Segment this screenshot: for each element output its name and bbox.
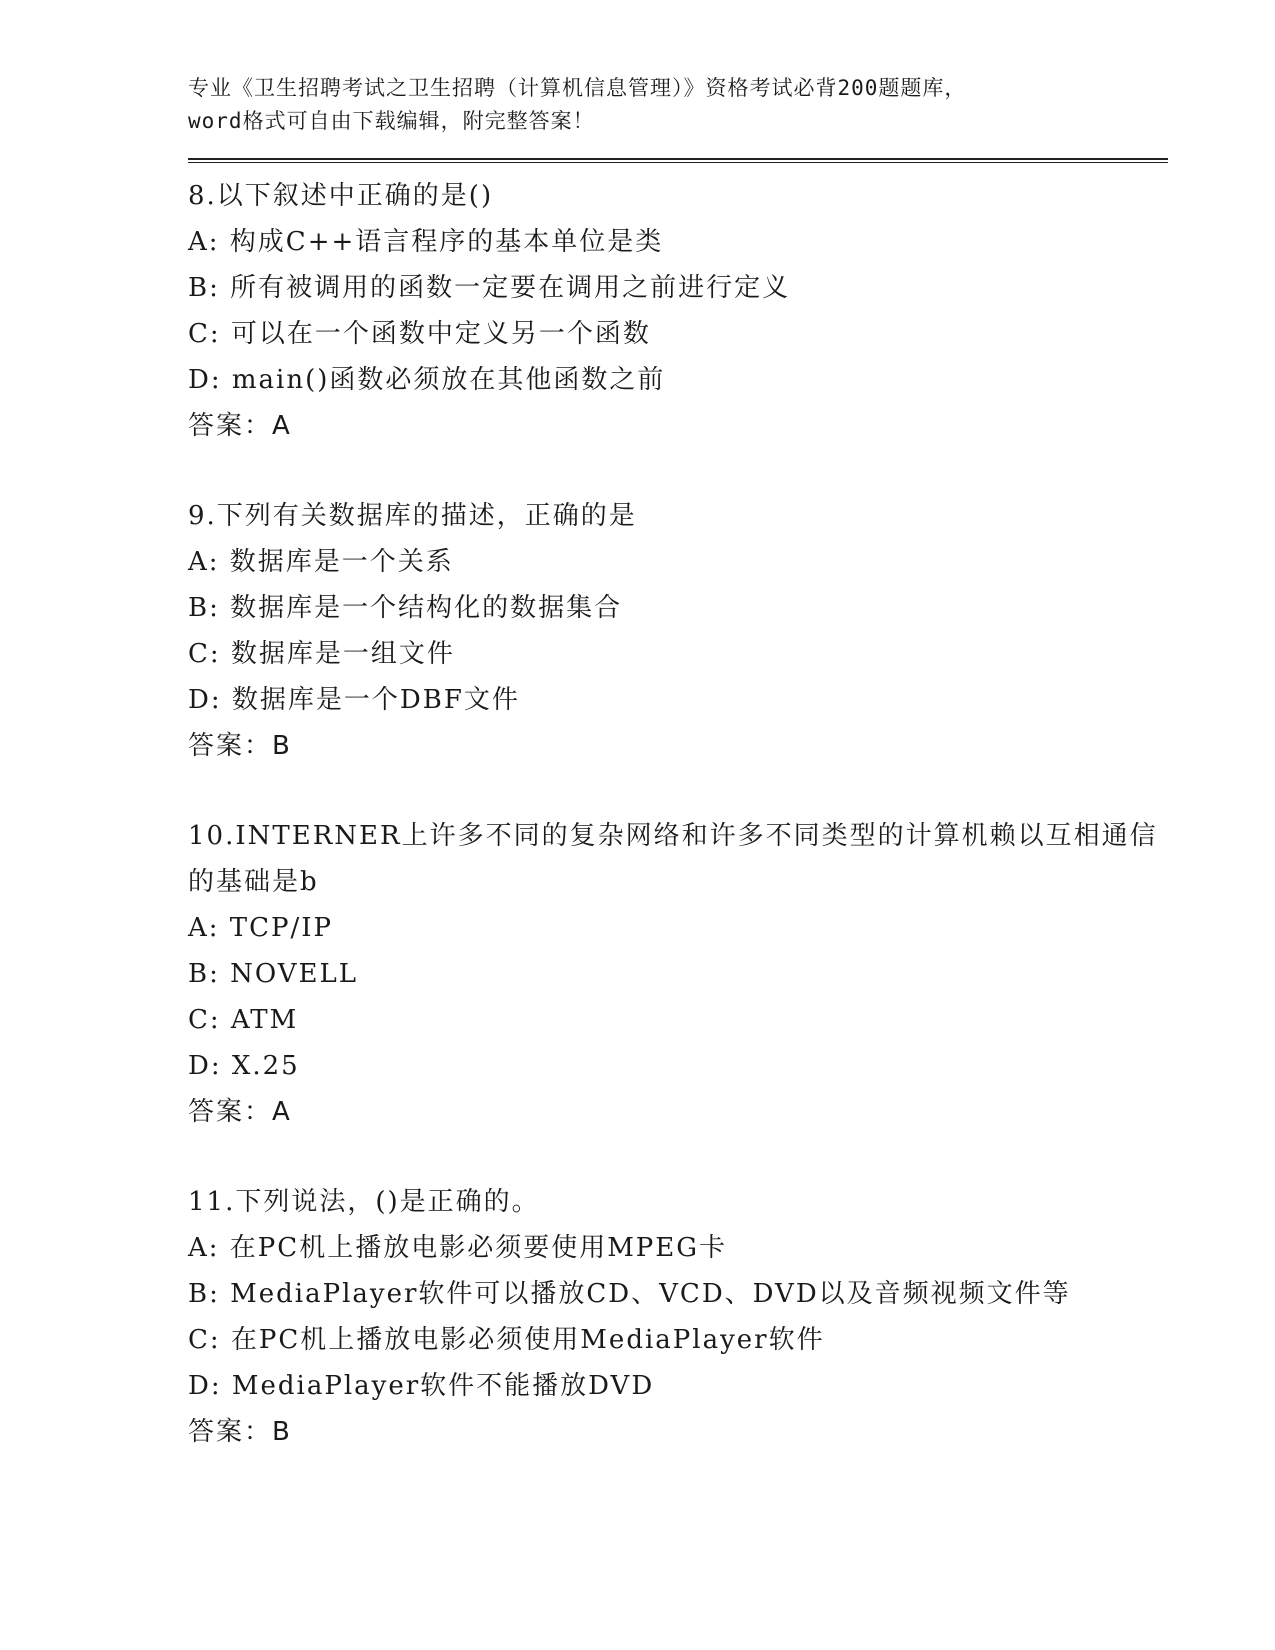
option-a: A: TCP/IP [188,913,334,943]
document-page [188,72,1168,1499]
option-c: C: 数据库是一组文件 [188,639,455,669]
option-b: B: 数据库是一个结构化的数据集合 [188,593,623,623]
header-divider [188,158,1168,163]
question-stem: 11.下列说法，()是正确的。 [188,1187,540,1217]
answer-text: 答案：B [188,731,292,761]
option-a: A: 在PC机上播放电影必须要使用MPEG卡 [188,1233,728,1263]
question-stem: 8.以下叙述中正确的是() [188,181,494,211]
option-a: A: 数据库是一个关系 [188,547,454,577]
question-item [188,1179,1168,1455]
option-b: B: NOVELL [188,959,359,989]
question-item [188,493,1168,769]
option-d: D: MediaPlayer软件不能播放DVD [188,1371,655,1401]
option-d: D: X.25 [188,1051,300,1081]
option-c: C: 可以在一个函数中定义另一个函数 [188,319,651,349]
answer-text: 答案：A [188,411,292,441]
option-d: D: 数据库是一个DBF文件 [188,685,520,715]
answer-text: 答案：A [188,1097,292,1127]
document-header [188,72,1168,163]
question-list [188,173,1168,1455]
header-line-1: 专业《卫生招聘考试之卫生招聘（计算机信息管理）》资格考试必背200题题库， [188,76,967,100]
option-a: A: 构成C++语言程序的基本单位是类 [188,227,664,257]
header-line-2: word格式可自由下载编辑，附完整答案！ [188,109,595,133]
option-b: B: 所有被调用的函数一定要在调用之前进行定义 [188,273,791,303]
option-d: D: main()函数必须放在其他函数之前 [188,365,666,395]
question-stem: 9.下列有关数据库的描述，正确的是 [188,501,637,531]
question-item [188,173,1168,449]
question-stem: 10.INTERNER上许多不同的复杂网络和许多不同类型的计算机赖以互相通信的基础是b [188,821,1158,897]
option-c: C: ATM [188,1005,299,1035]
option-b: B: MediaPlayer软件可以播放CD、VCD、DVD以及音频视频文件等 [188,1279,1071,1309]
answer-text: 答案：B [188,1417,292,1447]
question-item [188,813,1168,1135]
option-c: C: 在PC机上播放电影必须使用MediaPlayer软件 [188,1325,825,1355]
